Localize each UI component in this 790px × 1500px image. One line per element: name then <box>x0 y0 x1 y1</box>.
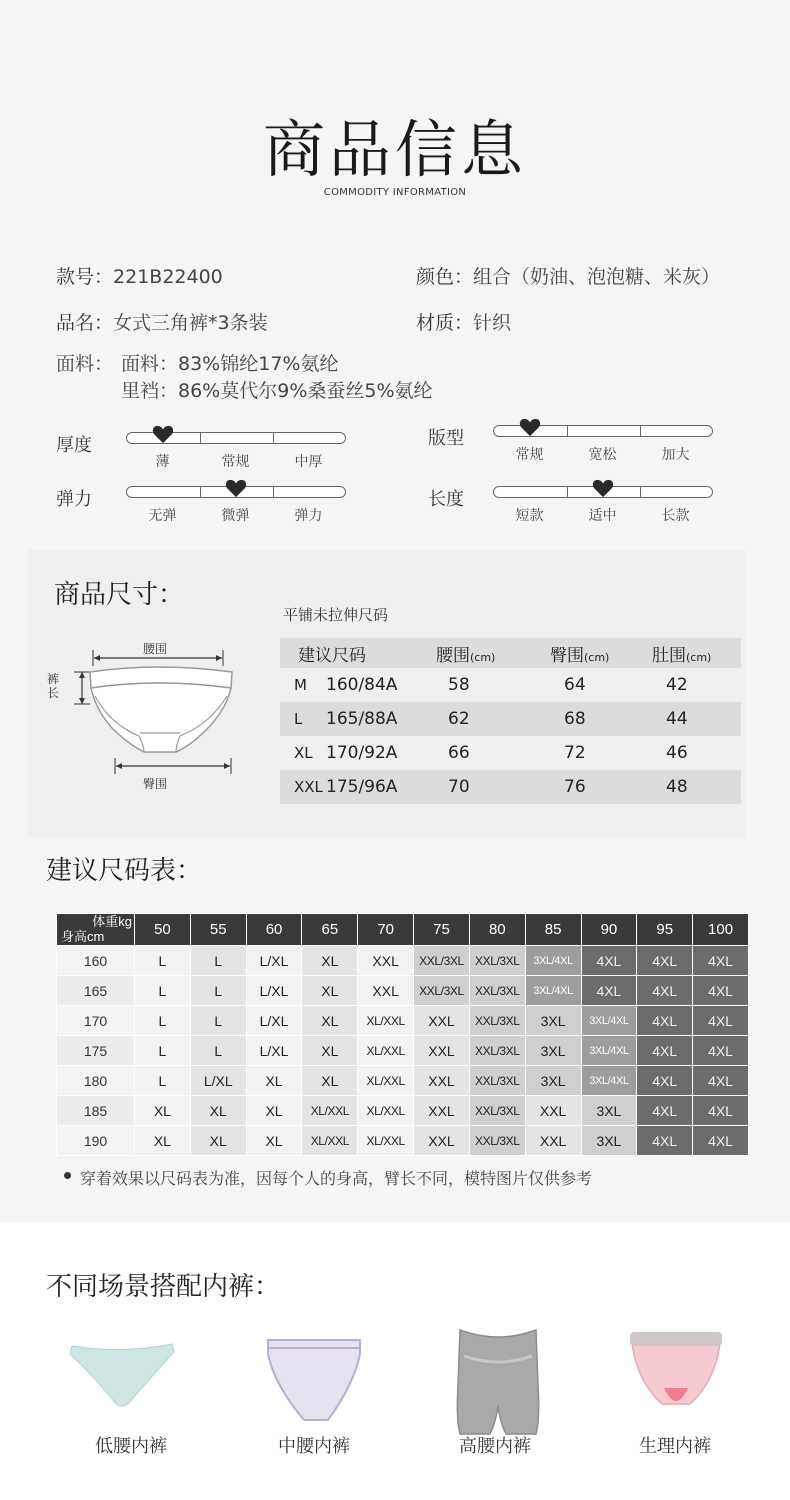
waist-cell: 62 <box>448 709 470 729</box>
hip-label: 臀围 <box>143 777 168 791</box>
size-table-row <box>280 770 741 804</box>
low-waist-image <box>66 1336 178 1416</box>
scale-divider <box>200 487 201 497</box>
waist-label: 腰围 <box>143 642 168 656</box>
attribute-option: 长款 <box>661 508 690 524</box>
weight-header: 100 <box>693 914 749 946</box>
header-belly: 肚围(cm) <box>652 645 712 666</box>
recommend-cell: XL/XXL <box>358 1096 414 1126</box>
header-size: 建议尺码 <box>298 645 366 666</box>
size-cell: XXL 175/96A <box>294 777 398 797</box>
length-label: 裤长 <box>47 672 60 700</box>
model-number: 款号：221B22400 <box>56 266 223 288</box>
scene-label-mid-waist: 中腰内裤 <box>278 1436 350 1457</box>
attribute-option: 适中 <box>588 508 617 524</box>
bullet-dot <box>64 1172 71 1179</box>
size-note: 平铺未拉伸尺码 <box>283 606 389 624</box>
height-cell: 190 <box>57 1126 135 1156</box>
weight-header: 50 <box>135 914 191 946</box>
recommend-cell: L/XL <box>246 946 302 976</box>
color-info: 颜色：组合（奶油、泡泡糖、米灰） <box>416 266 721 288</box>
recommend-cell: XXL/3XL <box>469 1006 525 1036</box>
recommend-cell: 3XL <box>525 1066 581 1096</box>
scene-label-low-waist: 低腰内裤 <box>95 1436 167 1457</box>
recommend-cell: XL/XXL <box>302 1096 358 1126</box>
weight-header: 95 <box>637 914 693 946</box>
weight-header: 65 <box>302 914 358 946</box>
attribute-option: 无弹 <box>148 508 177 524</box>
attribute-option: 宽松 <box>588 447 617 463</box>
weight-header: 55 <box>190 914 246 946</box>
recommend-cell: XL <box>135 1126 191 1156</box>
belly-cell: 48 <box>666 777 688 797</box>
recommend-cell: L/XL <box>246 976 302 1006</box>
weight-header: 70 <box>358 914 414 946</box>
size-cell: XL 170/92A <box>294 743 398 763</box>
recommend-cell: L <box>190 946 246 976</box>
recommend-cell: 4XL <box>637 1126 693 1156</box>
recommend-cell: XXL/3XL <box>469 1036 525 1066</box>
weight-header: 60 <box>246 914 302 946</box>
recommend-cell: L/XL <box>246 1036 302 1066</box>
recommend-cell: XL/XXL <box>358 1066 414 1096</box>
waist-cell: 66 <box>448 743 470 763</box>
high-waist-image <box>452 1326 544 1440</box>
recommend-cell: 3XL/4XL <box>581 1066 637 1096</box>
corner-cell: 体重kg 身高cm <box>57 914 135 946</box>
attribute-label: 厚度 <box>56 435 92 456</box>
recommend-cell: XL <box>302 1036 358 1066</box>
recommend-cell: L <box>190 1006 246 1036</box>
recommend-cell: XXL/3XL <box>469 1096 525 1126</box>
footnote: 穿着效果以尺码表为准，因每个人的身高，臂长不同，模特图片仅供参考 <box>80 1169 593 1188</box>
recommend-cell: XL <box>302 1066 358 1096</box>
scale-divider <box>640 426 641 436</box>
recommend-cell: XXL <box>414 1066 470 1096</box>
heart-marker-icon <box>592 478 614 498</box>
recommend-cell: XL <box>190 1096 246 1126</box>
recommend-cell: L <box>135 1006 191 1036</box>
attribute-option: 常规 <box>515 447 544 463</box>
attribute-option: 微弹 <box>221 508 250 524</box>
scene-label-period: 生理内裤 <box>639 1436 711 1457</box>
recommend-cell: L <box>190 976 246 1006</box>
recommend-cell: 3XL/4XL <box>525 946 581 976</box>
recommend-cell: XL <box>246 1096 302 1126</box>
recommend-cell: XXL/3XL <box>414 976 470 1006</box>
fabric-line-1: 面料：83%锦纶17%氨纶 <box>121 353 339 375</box>
scale-divider <box>567 426 568 436</box>
recommend-cell: 4XL <box>693 1006 749 1036</box>
period-panty-image <box>628 1330 724 1414</box>
recommend-cell: XXL/3XL <box>469 1066 525 1096</box>
material-info: 材质：针织 <box>416 312 512 334</box>
waist-cell: 70 <box>448 777 470 797</box>
recommend-cell: XL <box>246 1126 302 1156</box>
recommend-cell: XXL <box>414 1006 470 1036</box>
recommend-cell: XL <box>246 1066 302 1096</box>
header-hip: 臀围(cm) <box>550 645 610 666</box>
recommend-cell: XL <box>190 1126 246 1156</box>
height-cell: 165 <box>57 976 135 1006</box>
attribute-label: 版型 <box>428 428 464 449</box>
weight-header: 90 <box>581 914 637 946</box>
page-subtitle: COMMODITY INFORMATION <box>323 187 467 198</box>
height-cell: 180 <box>57 1066 135 1096</box>
recommend-cell: XXL <box>525 1126 581 1156</box>
scale-divider <box>200 433 201 443</box>
height-cell: 170 <box>57 1006 135 1036</box>
recommend-cell: 3XL <box>525 1036 581 1066</box>
recommend-cell: L <box>135 946 191 976</box>
size-cell: L 165/88A <box>294 709 398 729</box>
recommend-cell: XL <box>302 1006 358 1036</box>
recommend-cell: XL <box>302 976 358 1006</box>
weight-header: 85 <box>525 914 581 946</box>
recommend-cell: L <box>135 976 191 1006</box>
recommend-cell: XL/XXL <box>358 1036 414 1066</box>
recommend-cell: L/XL <box>246 1006 302 1036</box>
recommend-cell: 4XL <box>637 1096 693 1126</box>
size-section-title: 商品尺寸： <box>54 580 185 610</box>
size-table <box>280 638 741 804</box>
recommend-cell: 4XL <box>637 1036 693 1066</box>
heart-marker-icon <box>152 424 174 444</box>
scale-divider <box>567 487 568 497</box>
weight-header: 80 <box>469 914 525 946</box>
height-cell: 175 <box>57 1036 135 1066</box>
recommend-cell: XXL/3XL <box>469 976 525 1006</box>
belly-cell: 46 <box>666 743 688 763</box>
size-cell: M 160/84A <box>294 675 398 695</box>
recommend-cell: L/XL <box>190 1066 246 1096</box>
scenes-title: 不同场景搭配内裤： <box>46 1272 281 1302</box>
recommend-row <box>57 976 749 1006</box>
recommend-cell: XL <box>302 946 358 976</box>
recommend-cell: 3XL/4XL <box>525 976 581 1006</box>
recommend-cell: XL <box>135 1096 191 1126</box>
recommend-cell: 4XL <box>637 1006 693 1036</box>
heart-marker-icon <box>519 417 541 437</box>
height-cell: 160 <box>57 946 135 976</box>
hip-cell: 68 <box>564 709 586 729</box>
height-cell: 185 <box>57 1096 135 1126</box>
recommend-cell: 4XL <box>637 976 693 1006</box>
recommend-row <box>57 1126 749 1156</box>
recommend-cell: 4XL <box>637 1066 693 1096</box>
scale-divider <box>273 487 274 497</box>
recommend-cell: XL/XXL <box>358 1126 414 1156</box>
attribute-option: 中厚 <box>294 454 323 470</box>
recommend-cell: 3XL <box>581 1126 637 1156</box>
fabric-label: 面料： <box>56 353 114 375</box>
belly-cell: 44 <box>666 709 688 729</box>
size-table-row <box>280 736 741 770</box>
mid-waist-image <box>264 1334 364 1434</box>
attribute-option: 短款 <box>515 508 544 524</box>
belly-cell: 42 <box>666 675 688 695</box>
weight-header: 75 <box>414 914 470 946</box>
fabric-line-2: 里裆：86%莫代尔9%桑蚕丝5%氨纶 <box>121 380 433 402</box>
attribute-option: 薄 <box>155 454 170 470</box>
recommend-cell: XXL <box>358 976 414 1006</box>
recommend-cell: XL/XXL <box>302 1126 358 1156</box>
attribute-label: 弹力 <box>56 489 92 510</box>
recommend-cell: XXL <box>525 1096 581 1126</box>
recommend-cell: XXL/3XL <box>469 1126 525 1156</box>
hip-cell: 76 <box>564 777 586 797</box>
recommend-cell: 3XL/4XL <box>581 1006 637 1036</box>
recommend-cell: XXL/3XL <box>414 946 470 976</box>
attribute-label: 长度 <box>428 489 464 510</box>
recommend-row <box>57 1066 749 1096</box>
recommend-cell: 4XL <box>693 946 749 976</box>
hip-cell: 72 <box>564 743 586 763</box>
size-table-row <box>280 702 741 736</box>
recommend-row <box>57 1036 749 1066</box>
header-waist: 腰围(cm) <box>436 645 496 666</box>
attribute-option: 弹力 <box>294 508 323 524</box>
recommend-cell: L <box>135 1066 191 1096</box>
recommend-cell: 3XL <box>581 1096 637 1126</box>
size-table-row <box>280 668 741 702</box>
recommend-cell: XXL <box>414 1036 470 1066</box>
attribute-option: 常规 <box>221 454 250 470</box>
recommend-cell: L <box>135 1036 191 1066</box>
recommend-row <box>57 1006 749 1036</box>
recommend-cell: 4XL <box>693 1096 749 1126</box>
size-table-header <box>280 638 741 668</box>
recommend-cell: 4XL <box>693 1036 749 1066</box>
recommend-cell: XXL <box>414 1126 470 1156</box>
recommend-cell: 4XL <box>581 946 637 976</box>
recommend-cell: 3XL/4XL <box>581 1036 637 1066</box>
recommend-cell: XXL/3XL <box>469 946 525 976</box>
recommend-cell: 3XL <box>525 1006 581 1036</box>
recommend-table <box>56 913 749 1156</box>
recommend-cell: L <box>190 1036 246 1066</box>
recommend-title: 建议尺码表： <box>46 856 203 886</box>
waist-cell: 58 <box>448 675 470 695</box>
product-name: 品名：女式三角裤*3条装 <box>56 312 268 334</box>
page-title: 商品信息 <box>262 113 527 186</box>
scene-label-high-waist: 高腰内裤 <box>459 1436 531 1457</box>
recommend-cell: XXL <box>414 1096 470 1126</box>
scale-divider <box>273 433 274 443</box>
recommend-cell: XL/XXL <box>358 1006 414 1036</box>
recommend-cell: XXL <box>358 946 414 976</box>
recommend-cell: 4XL <box>693 976 749 1006</box>
recommend-cell: 4XL <box>693 1126 749 1156</box>
recommend-row <box>57 1096 749 1126</box>
recommend-cell: 4XL <box>637 946 693 976</box>
recommend-cell: 4XL <box>693 1066 749 1096</box>
attribute-option: 加大 <box>661 447 690 463</box>
heart-marker-icon <box>225 478 247 498</box>
recommend-row <box>57 946 749 976</box>
scale-divider <box>640 487 641 497</box>
recommend-cell: 4XL <box>581 976 637 1006</box>
hip-cell: 64 <box>564 675 586 695</box>
